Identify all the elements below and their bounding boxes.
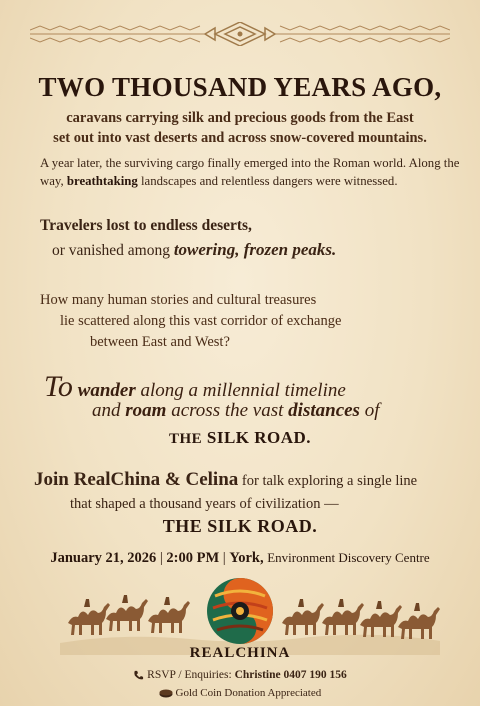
coin-icon [159, 689, 173, 698]
travelers-line-1: Travelers lost to endless deserts, [40, 217, 252, 234]
silk-road-title-1 [0, 428, 480, 448]
wander-line-2-mid: across the vast [166, 400, 289, 421]
silk-road-title-2: THE SILK ROAD. [162, 516, 318, 536]
event-city: York, [229, 550, 264, 566]
rsvp-label: RSVP / Enquiries: [147, 669, 235, 681]
donation-text: Gold Coin Donation Appreciated [175, 687, 322, 699]
travelers-line-2 [52, 240, 480, 260]
realchina-logo [205, 576, 275, 646]
rsvp-contact: Christine 0407 190 156 [234, 669, 347, 681]
paragraph-part-1: A year later, the surviving cargo finally emerged into the Roman world. Along the way, [40, 156, 460, 188]
wander-line-2-end: of [359, 400, 380, 421]
question-block [0, 290, 480, 353]
question-line-1: How many human stories and cultural treasures [40, 292, 317, 308]
join-line-1-rest: for talk exploring a single line [238, 473, 418, 489]
join-hosts: Join RealChina & Celina [34, 469, 239, 490]
wander-line-2 [92, 400, 379, 422]
paragraph-part-2: landscapes and relentless dangers were witnessed. [137, 174, 398, 188]
rsvp-line [0, 669, 480, 681]
wander-line-1-rest: along a millennial timeline [135, 380, 346, 401]
phone-icon [133, 670, 144, 681]
travelers-emphasis: towering, frozen peaks. [173, 240, 337, 259]
wander-line-2-prefix: and [92, 400, 126, 421]
paragraph-emphasis: breathtaking [66, 174, 138, 188]
wander-word: wander [77, 380, 136, 401]
ornamental-border [30, 22, 450, 46]
question-line-3: between East and West? [90, 334, 230, 350]
silk-road-the: THE [168, 431, 203, 447]
roam-word: roam [125, 400, 167, 421]
join-line-1 [34, 470, 417, 491]
intro-line-1: caravans carrying silk and precious goods from the East [66, 110, 414, 126]
distances-word: distances [288, 400, 360, 421]
intro-line-2: set out into vast deserts and across snow-covered mountains. [53, 130, 427, 146]
event-date: January 21, 2026 [50, 550, 157, 566]
event-venue: Environment Discovery Centre [267, 550, 430, 565]
silk-road-name: SILK ROAD. [206, 428, 312, 447]
join-line-2: that shaped a thousand years of civilization — [70, 496, 339, 512]
intro-text [0, 108, 480, 148]
wander-line-1 [44, 370, 346, 404]
brand-name: REALCHINA [189, 645, 291, 661]
event-time: 2:00 PM [166, 550, 220, 566]
question-line-2: lie scattered along this vast corridor of exchange [60, 313, 342, 329]
event-details: January 21, 2026 | 2:00 PM | York, Environment Discovery Centre [50, 550, 430, 566]
headline: TWO THOUSAND YEARS AGO, [38, 72, 442, 102]
travelers-prefix: or vanished among [52, 242, 174, 259]
donation-line [0, 687, 480, 699]
wander-to: To [44, 370, 73, 403]
history-paragraph [40, 154, 460, 190]
